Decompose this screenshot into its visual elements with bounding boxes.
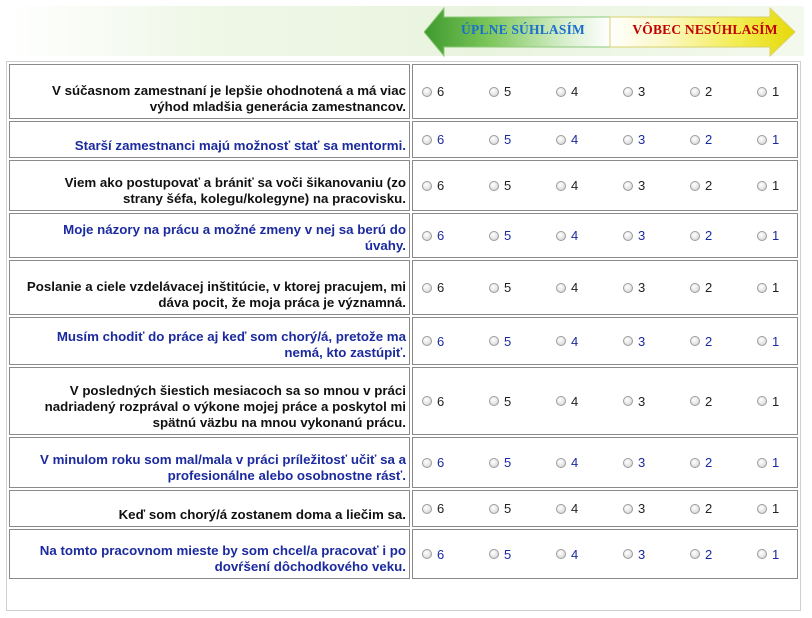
rating-option-label: 3 [638,178,646,193]
rating-option-label: 1 [772,280,780,295]
disagree-label: VÔBEC NESÚHLASÍM [632,22,778,37]
question-text: Poslanie a ciele vzdelávacej inštitúcie, v ktorej pracujem, mi dáva pocit, že moja práca je významná. [9,260,410,315]
rating-option-5[interactable] [489,501,556,516]
radio-button[interactable] [489,458,499,468]
rating-option-1[interactable] [757,228,797,243]
rating-option-label: 3 [638,84,646,99]
radio-button[interactable] [422,231,432,241]
rating-option-label: 4 [571,132,579,147]
rating-option-5[interactable] [489,547,556,562]
question-row [9,317,798,365]
radio-button[interactable] [489,396,499,406]
question-text: Musím chodiť do práce aj keď som chorý/á, pretože ma nemá, kto zastúpiť. [9,317,410,365]
rating-option-label: 5 [504,546,512,562]
rating-option-2[interactable] [690,84,757,99]
radio-button[interactable] [757,549,767,559]
rating-option-4[interactable] [556,280,623,295]
rating-options [412,121,798,158]
rating-option-5[interactable] [489,84,556,99]
rating-option-label: 3 [638,546,646,562]
radio-button[interactable] [556,549,566,559]
rating-option-4[interactable] [556,455,623,470]
radio-button[interactable] [690,283,700,293]
rating-option-label: 3 [638,333,646,349]
rating-option-4[interactable] [556,84,623,99]
rating-option-2[interactable] [690,547,757,562]
radio-button[interactable] [623,135,633,145]
rating-option-2[interactable] [690,132,757,147]
rating-option-label: 1 [772,546,780,562]
rating-option-6[interactable] [422,84,489,99]
radio-button[interactable] [690,396,700,406]
question-row [9,213,798,258]
rating-option-3[interactable] [623,228,690,243]
rating-option-label: 4 [571,84,579,99]
rating-options [412,213,798,258]
radio-button[interactable] [556,336,566,346]
rating-option-6[interactable] [422,280,489,295]
question-row [9,437,798,488]
radio-button[interactable] [690,181,700,191]
question-text: Viem ako postupovať a brániť sa voči šikanovaniu (zo strany šéfa, kolegu/kolegyne) na pracovisku. [9,160,410,211]
radio-button[interactable] [489,504,499,514]
question-text: V súčasnom zamestnaní je lepšie ohodnotená a má viac výhod mladšia generácia zamestnancov. [9,64,410,119]
rating-option-label: 6 [437,455,445,470]
question-row [9,490,798,527]
rating-option-1[interactable] [757,455,797,470]
rating-option-2[interactable] [690,334,757,349]
question-row [9,121,798,158]
rating-option-3[interactable] [623,547,690,562]
rating-option-label: 6 [437,333,445,349]
rating-option-4[interactable] [556,178,623,193]
rating-option-6[interactable] [422,547,489,562]
rating-option-label: 3 [638,501,646,516]
rating-option-6[interactable] [422,178,489,193]
rating-option-4[interactable] [556,501,623,516]
rating-options [412,437,798,488]
rating-option-label: 5 [504,132,512,147]
rating-option-label: 2 [705,228,713,243]
rating-option-label: 4 [571,333,579,349]
radio-button[interactable] [757,504,767,514]
rating-option-5[interactable] [489,280,556,295]
rating-option-label: 2 [705,393,713,409]
rating-option-label: 5 [504,393,512,409]
rating-option-label: 1 [772,132,780,147]
rating-option-1[interactable] [757,132,797,147]
rating-option-label: 1 [772,178,780,193]
rating-option-label: 4 [571,178,579,193]
question-text: Na tomto pracovnom mieste by som chcel/a pracovať i po dovŕšení dôchodkového veku. [9,529,410,579]
question-row [9,160,798,211]
rating-option-4[interactable] [556,132,623,147]
radio-button[interactable] [623,283,633,293]
radio-button[interactable] [556,396,566,406]
rating-option-2[interactable] [690,394,757,409]
rating-option-label: 5 [504,333,512,349]
question-text: V posledných šiestich mesiacoch sa so mnou v práci nadriadený rozprával o výkone mojej práce a poskytol mi spätnú väzbu na mnou vykonanú prácu. [9,367,410,435]
radio-button[interactable] [489,181,499,191]
radio-button[interactable] [623,181,633,191]
radio-button[interactable] [690,87,700,97]
radio-button[interactable] [422,135,432,145]
radio-button[interactable] [690,504,700,514]
rating-option-1[interactable] [757,547,797,562]
rating-option-2[interactable] [690,501,757,516]
question-text: Keď som chorý/á zostanem doma a liečim sa. [9,490,410,527]
radio-button[interactable] [489,336,499,346]
radio-button[interactable] [489,283,499,293]
radio-button[interactable] [757,283,767,293]
rating-option-1[interactable] [757,334,797,349]
radio-button[interactable] [757,336,767,346]
radio-button[interactable] [623,336,633,346]
radio-button[interactable] [556,231,566,241]
rating-option-label: 4 [571,280,579,295]
rating-option-label: 3 [638,228,646,243]
rating-option-label: 6 [437,84,445,99]
rating-option-5[interactable] [489,178,556,193]
radio-button[interactable] [690,135,700,145]
rating-option-label: 2 [705,84,713,99]
rating-option-3[interactable] [623,394,690,409]
radio-button[interactable] [757,135,767,145]
radio-button[interactable] [422,504,432,514]
radio-button[interactable] [556,135,566,145]
rating-option-label: 3 [638,455,646,470]
rating-option-label: 2 [705,501,713,516]
radio-button[interactable] [690,336,700,346]
question-row [9,260,798,315]
rating-option-label: 1 [772,501,780,516]
rating-option-2[interactable] [690,455,757,470]
radio-button[interactable] [556,283,566,293]
rating-option-2[interactable] [690,178,757,193]
rating-options [412,160,798,211]
radio-button[interactable] [422,87,432,97]
rating-option-4[interactable] [556,547,623,562]
question-row [9,529,798,579]
rating-option-label: 6 [437,280,445,295]
radio-button[interactable] [556,458,566,468]
rating-option-label: 5 [504,228,512,243]
rating-option-5[interactable] [489,132,556,147]
rating-option-4[interactable] [556,334,623,349]
rating-option-label: 5 [504,501,512,516]
rating-option-4[interactable] [556,228,623,243]
rating-option-label: 5 [504,280,512,295]
radio-button[interactable] [757,396,767,406]
rating-option-label: 4 [571,546,579,562]
rating-options [412,64,798,119]
radio-button[interactable] [623,504,633,514]
rating-options [412,317,798,365]
radio-button[interactable] [623,231,633,241]
rating-option-label: 2 [705,546,713,562]
radio-button[interactable] [489,135,499,145]
rating-option-label: 4 [571,455,579,470]
rating-option-label: 1 [772,455,780,470]
radio-button[interactable] [623,396,633,406]
question-text: Starší zamestnanci majú možnosť stať sa mentormi. [9,121,410,158]
rating-option-2[interactable] [690,280,757,295]
rating-option-1[interactable] [757,501,797,516]
radio-button[interactable] [489,231,499,241]
rating-option-label: 1 [772,228,780,243]
rating-option-6[interactable] [422,455,489,470]
rating-option-1[interactable] [757,84,797,99]
radio-button[interactable] [556,87,566,97]
rating-option-5[interactable] [489,334,556,349]
rating-option-label: 6 [437,546,445,562]
radio-button[interactable] [556,504,566,514]
question-row [9,64,798,119]
radio-button[interactable] [489,87,499,97]
rating-option-6[interactable] [422,228,489,243]
rating-option-3[interactable] [623,334,690,349]
radio-button[interactable] [623,87,633,97]
rating-option-label: 1 [772,393,780,409]
rating-option-6[interactable] [422,394,489,409]
rating-options [412,490,798,527]
rating-option-label: 4 [571,393,579,409]
rating-option-label: 2 [705,132,713,147]
rating-option-1[interactable] [757,178,797,193]
rating-option-label: 6 [437,228,445,243]
rating-option-4[interactable] [556,394,623,409]
rating-option-label: 5 [504,455,512,470]
rating-option-label: 6 [437,393,445,409]
radio-button[interactable] [422,396,432,406]
radio-button[interactable] [422,458,432,468]
radio-button[interactable] [422,336,432,346]
scale-header [424,6,796,58]
rating-option-label: 3 [638,393,646,409]
rating-option-label: 3 [638,280,646,295]
radio-button[interactable] [422,181,432,191]
rating-option-5[interactable] [489,228,556,243]
radio-button[interactable] [690,549,700,559]
rating-option-3[interactable] [623,455,690,470]
radio-button[interactable] [757,231,767,241]
radio-button[interactable] [690,231,700,241]
rating-option-3[interactable] [623,501,690,516]
question-row [9,367,798,435]
rating-option-2[interactable] [690,228,757,243]
rating-option-label: 2 [705,333,713,349]
rating-option-label: 4 [571,228,579,243]
rating-option-label: 4 [571,501,579,516]
rating-option-label: 5 [504,178,512,193]
rating-option-5[interactable] [489,455,556,470]
radio-button[interactable] [623,549,633,559]
radio-button[interactable] [757,87,767,97]
question-text: Moje názory na prácu a možné zmeny v nej sa berú do úvahy. [9,213,410,258]
survey-table [6,61,801,611]
rating-option-6[interactable] [422,132,489,147]
rating-option-label: 2 [705,455,713,470]
rating-option-label: 6 [437,178,445,193]
rating-option-3[interactable] [623,84,690,99]
rating-option-3[interactable] [623,280,690,295]
rating-options [412,529,798,579]
rating-option-label: 2 [705,178,713,193]
rating-option-label: 2 [705,280,713,295]
rating-option-6[interactable] [422,501,489,516]
radio-button[interactable] [422,283,432,293]
rating-options [412,260,798,315]
rating-option-label: 6 [437,132,445,147]
radio-button[interactable] [623,458,633,468]
rating-option-label: 1 [772,84,780,99]
rating-option-label: 5 [504,84,512,99]
radio-button[interactable] [422,549,432,559]
rating-option-1[interactable] [757,280,797,295]
rating-option-1[interactable] [757,394,797,409]
rating-option-6[interactable] [422,334,489,349]
rating-option-label: 6 [437,501,445,516]
radio-button[interactable] [690,458,700,468]
radio-button[interactable] [757,181,767,191]
rating-option-label: 1 [772,333,780,349]
rating-option-3[interactable] [623,132,690,147]
radio-button[interactable] [757,458,767,468]
rating-options [412,367,798,435]
agree-label: ÚPLNE SÚHLASÍM [461,22,585,37]
rating-option-label: 3 [638,132,646,147]
rating-option-5[interactable] [489,394,556,409]
rating-option-3[interactable] [623,178,690,193]
question-text: V minulom roku som mal/mala v práci príležitosť učiť sa a profesionálne alebo osobnostne rásť. [9,437,410,488]
radio-button[interactable] [489,549,499,559]
radio-button[interactable] [556,181,566,191]
